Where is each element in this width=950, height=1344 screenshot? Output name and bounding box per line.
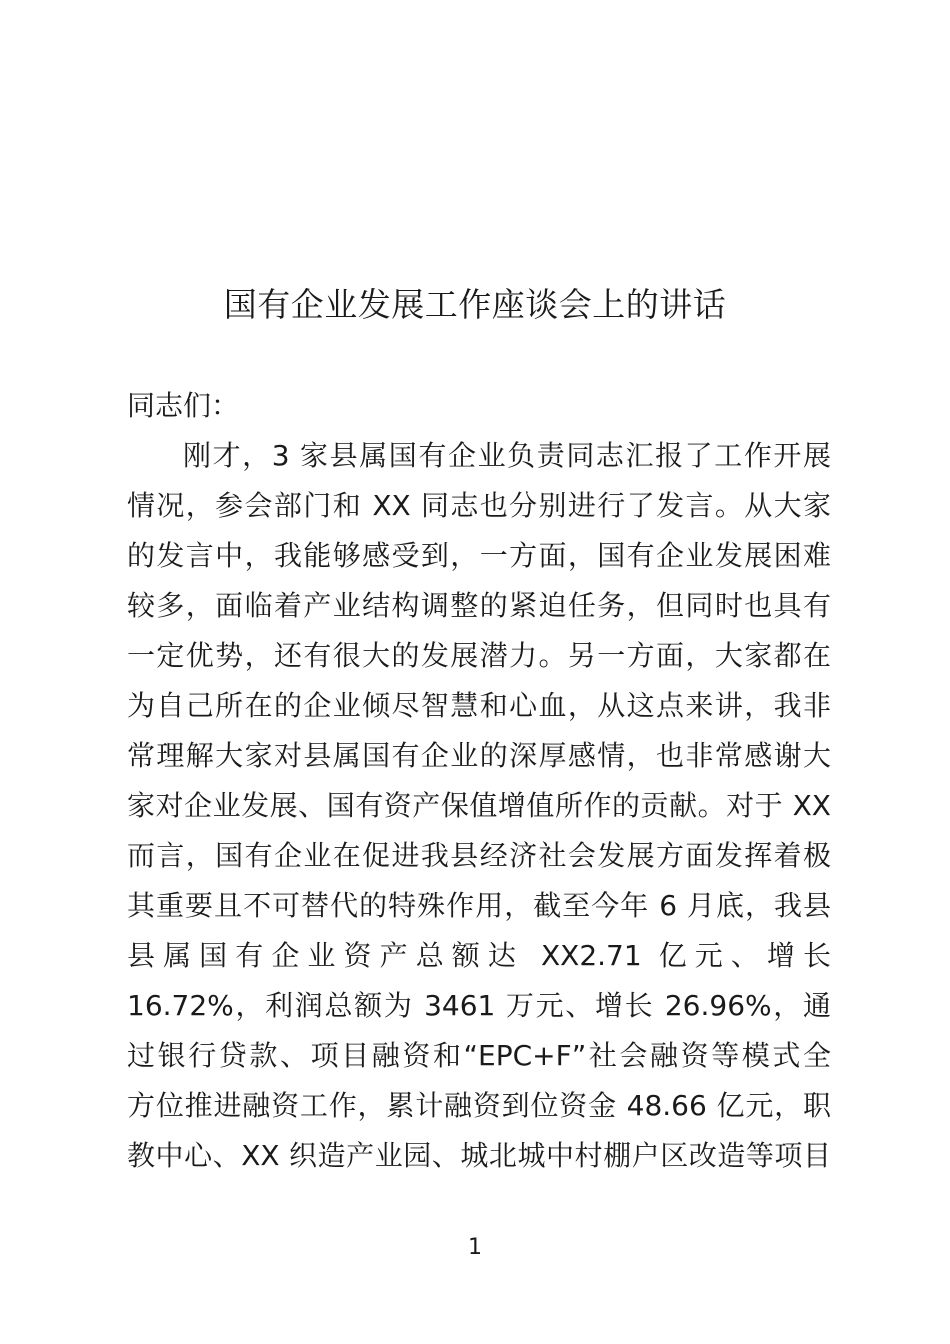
paragraph-line: 一定优势，还有很大的发展潜力。另一方面，大家都在 bbox=[127, 639, 831, 672]
paragraph-line: 方位推进融资工作，累计融资到位资金 48.66 亿元，职 bbox=[127, 1089, 831, 1122]
body-paragraph bbox=[127, 431, 831, 1181]
paragraph-line: 的发言中，我能够感受到，一方面，国有企业发展困难 bbox=[127, 539, 831, 572]
document-title: 国有企业发展工作座谈会上的讲话 bbox=[223, 285, 727, 324]
paragraph-line: 而言，国有企业在促进我县经济社会发展方面发挥着极 bbox=[127, 839, 831, 872]
paragraph-line: 教中心、XX 织造产业园、城北城中村棚户区改造等项目 bbox=[127, 1139, 831, 1172]
paragraph-line: 县属国有企业资产总额达 XX2.71 亿元、增长 bbox=[127, 939, 831, 972]
paragraph-line: 为自己所在的企业倾尽智慧和心血，从这点来讲，我非 bbox=[127, 689, 831, 722]
paragraph-line: 刚才，3 家县属国有企业负责同志汇报了工作开展 bbox=[183, 439, 831, 472]
paragraph-line: 情况，参会部门和 XX 同志也分别进行了发言。从大家 bbox=[127, 489, 831, 522]
paragraph-line: 过银行贷款、项目融资和“EPC+F”社会融资等模式全 bbox=[127, 1039, 831, 1072]
paragraph-line: 其重要且不可替代的特殊作用，截至今年 6 月底，我县 bbox=[127, 889, 831, 922]
paragraph-line: 16.72%，利润总额为 3461 万元、增长 26.96%，通 bbox=[127, 989, 831, 1022]
page-number: 1 bbox=[468, 1235, 482, 1260]
salutation: 同志们： bbox=[127, 389, 240, 422]
paragraph-line: 常理解大家对县属国有企业的深厚感情，也非常感谢大 bbox=[127, 739, 831, 772]
paragraph-line: 较多，面临着产业结构调整的紧迫任务，但同时也具有 bbox=[127, 589, 831, 622]
paragraph-line: 家对企业发展、国有资产保值增值所作的贡献。对于 XX bbox=[127, 789, 831, 822]
